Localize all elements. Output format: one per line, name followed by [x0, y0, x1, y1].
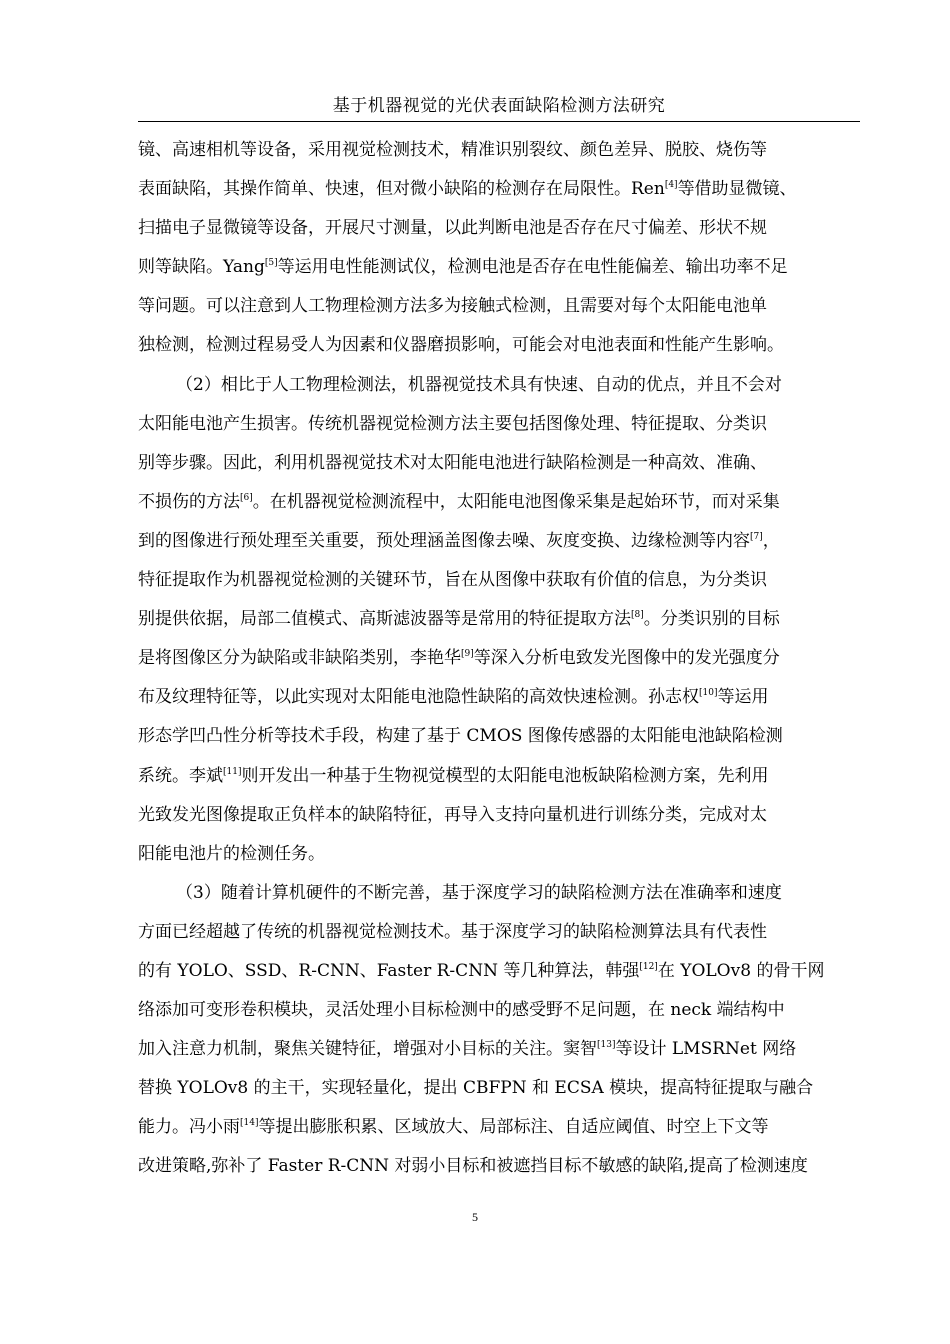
- text-run: 阳能电池片的检测任务。: [138, 843, 325, 864]
- header-rule: [138, 121, 860, 122]
- paragraph: [138, 131, 860, 366]
- text-run: 形态学凹凸性分析等技术手段，构建了基于 CMOS 图像传感器的太阳能电池缺陷检测: [138, 726, 783, 747]
- text-line: [138, 913, 860, 952]
- text-line: [138, 1030, 860, 1069]
- text-line: [138, 326, 860, 365]
- text-run: 系统。李斌: [138, 765, 223, 786]
- text-line: [138, 991, 860, 1030]
- citation-ref: [13]: [597, 1040, 616, 1051]
- text-line: [138, 1108, 860, 1147]
- text-run: 不损伤的方法: [138, 491, 240, 512]
- text-line: [138, 248, 860, 287]
- text-run: （3）随着计算机硬件的不断完善，基于深度学习的缺陷检测方法在准确率和速度: [176, 882, 782, 903]
- text-run: 的有 YOLO、SSD、R-CNN、Faster R-CNN 等几种算法，韩强: [138, 960, 640, 981]
- text-line: [138, 561, 860, 600]
- running-header: 基于机器视觉的光伏表面缺陷检测方法研究: [332, 96, 666, 116]
- text-run: 等深入分析电致发光图像中的发光强度分: [473, 648, 780, 669]
- text-run: 等运用电性能测试仪，检测电池是否存在电性能偏差、输出功率不足: [277, 257, 788, 278]
- citation-ref: [4]: [664, 180, 678, 191]
- body-text: [138, 131, 860, 1187]
- text-run: 别提供依据，局部二值模式、高斯滤波器等是常用的特征提取方法: [138, 609, 631, 630]
- text-run: 是将图像区分为缺陷或非缺陷类别，李艳华: [138, 648, 461, 669]
- paragraph: [138, 366, 860, 874]
- text-line: [138, 170, 860, 209]
- text-line: [138, 600, 860, 639]
- text-line: [138, 796, 860, 835]
- text-line: [138, 717, 860, 756]
- text-run: 等问题。可以注意到人工物理检测方法多为接触式检测，且需要对每个太阳能电池单: [138, 296, 767, 317]
- text-line: [138, 1147, 860, 1186]
- text-line: [138, 209, 860, 248]
- text-run: 到的图像进行预处理至关重要，预处理涵盖图像去噪、灰度变换、边缘检测等内容: [138, 530, 750, 551]
- citation-ref: [12]: [639, 961, 658, 972]
- text-run: 等提出膨胀积累、区域放大、局部标注、自适应阈值、时空上下文等: [258, 1117, 769, 1138]
- text-run: 替换 YOLOv8 的主干，实现轻量化，提出 CBFPN 和 ECSA 模块，提高特征提取与融合: [138, 1078, 814, 1099]
- text-line: [138, 757, 860, 796]
- text-run: 表面缺陷，其操作简单、快速，但对微小缺陷的检测存在局限性。Ren: [138, 179, 665, 200]
- text-run: 光致发光图像提取正负样本的缺陷特征，再导入支持向量机进行训练分类，完成对太: [138, 804, 767, 825]
- text-run: 加入注意力机制，聚焦关键特征，增强对小目标的关注。窦智: [138, 1039, 597, 1060]
- text-run: 扫描电子显微镜等设备，开展尺寸测量，以此判断电池是否存在尺寸偏差、形状不规: [138, 218, 767, 239]
- paragraph: [138, 874, 860, 1187]
- text-line: [138, 874, 860, 913]
- text-line: [138, 1069, 860, 1108]
- text-line: [138, 444, 860, 483]
- text-run: 络添加可变形卷积模块，灵活处理小目标检测中的感受野不足问题，在 neck 端结构中: [138, 1000, 785, 1021]
- text-run: 则开发出一种基于生物视觉模型的太阳能电池板缺陷检测方案，先利用: [241, 765, 769, 786]
- text-line: [138, 952, 860, 991]
- text-line: [138, 835, 860, 874]
- citation-ref: [14]: [240, 1118, 259, 1129]
- text-run: 特征提取作为机器视觉检测的关键环节，旨在从图像中获取有价值的信息，为分类识: [138, 570, 767, 591]
- text-run: 在 YOLOv8 的骨干网: [657, 960, 825, 981]
- text-line: [138, 366, 860, 405]
- text-run: 。分类识别的目标: [643, 609, 780, 630]
- citation-ref: [8]: [631, 610, 644, 621]
- text-line: [138, 678, 860, 717]
- text-line: [138, 483, 860, 522]
- text-run: 能力。冯小雨: [138, 1117, 240, 1138]
- citation-ref: [9]: [461, 649, 474, 660]
- text-run: 等设计 LMSRNet 网络: [615, 1039, 797, 1060]
- page-number: 5: [472, 1210, 478, 1224]
- text-run: ，: [762, 530, 780, 551]
- text-run: 太阳能电池产生损害。传统机器视觉检测方法主要包括图像处理、特征提取、分类识: [138, 413, 767, 434]
- text-line: [138, 639, 860, 678]
- text-line: [138, 287, 860, 326]
- text-run: 别等步骤。因此，利用机器视觉技术对太阳能电池进行缺陷检测是一种高效、准确、: [138, 452, 767, 473]
- text-run: 独检测，检测过程易受人为因素和仪器磨损影响，可能会对电池表面和性能产生影响。: [138, 335, 784, 356]
- text-run: 等借助显微镜、: [677, 179, 797, 200]
- text-run: 方面已经超越了传统的机器视觉检测技术。基于深度学习的缺陷检测算法具有代表性: [138, 921, 767, 942]
- text-line: [138, 522, 860, 561]
- text-run: 布及纹理特征等，以此实现对太阳能电池隐性缺陷的高效快速检测。孙志权: [138, 687, 699, 708]
- citation-ref: [7]: [750, 531, 763, 542]
- citation-ref: [6]: [240, 492, 253, 503]
- text-line: [138, 405, 860, 444]
- citation-ref: [10]: [699, 688, 718, 699]
- text-run: （2）相比于人工物理检测法，机器视觉技术具有快速、自动的优点，并且不会对: [176, 374, 782, 395]
- text-run: 则等缺陷。Yang: [138, 257, 265, 278]
- citation-ref: [11]: [223, 766, 242, 777]
- text-run: 镜、高速相机等设备，采用视觉检测技术，精准识别裂纹、颜色差异、脱胶、烧伤等: [138, 140, 767, 160]
- text-run: 。在机器视觉检测流程中，太阳能电池图像采集是起始环节，而对采集: [252, 491, 780, 512]
- text-run: 等运用: [717, 687, 769, 708]
- citation-ref: [5]: [264, 258, 278, 269]
- text-line: [138, 131, 860, 170]
- text-run: 改进策略,弥补了 Faster R-CNN 对弱小目标和被遮挡目标不敏感的缺陷,提高了检测速度: [138, 1156, 808, 1177]
